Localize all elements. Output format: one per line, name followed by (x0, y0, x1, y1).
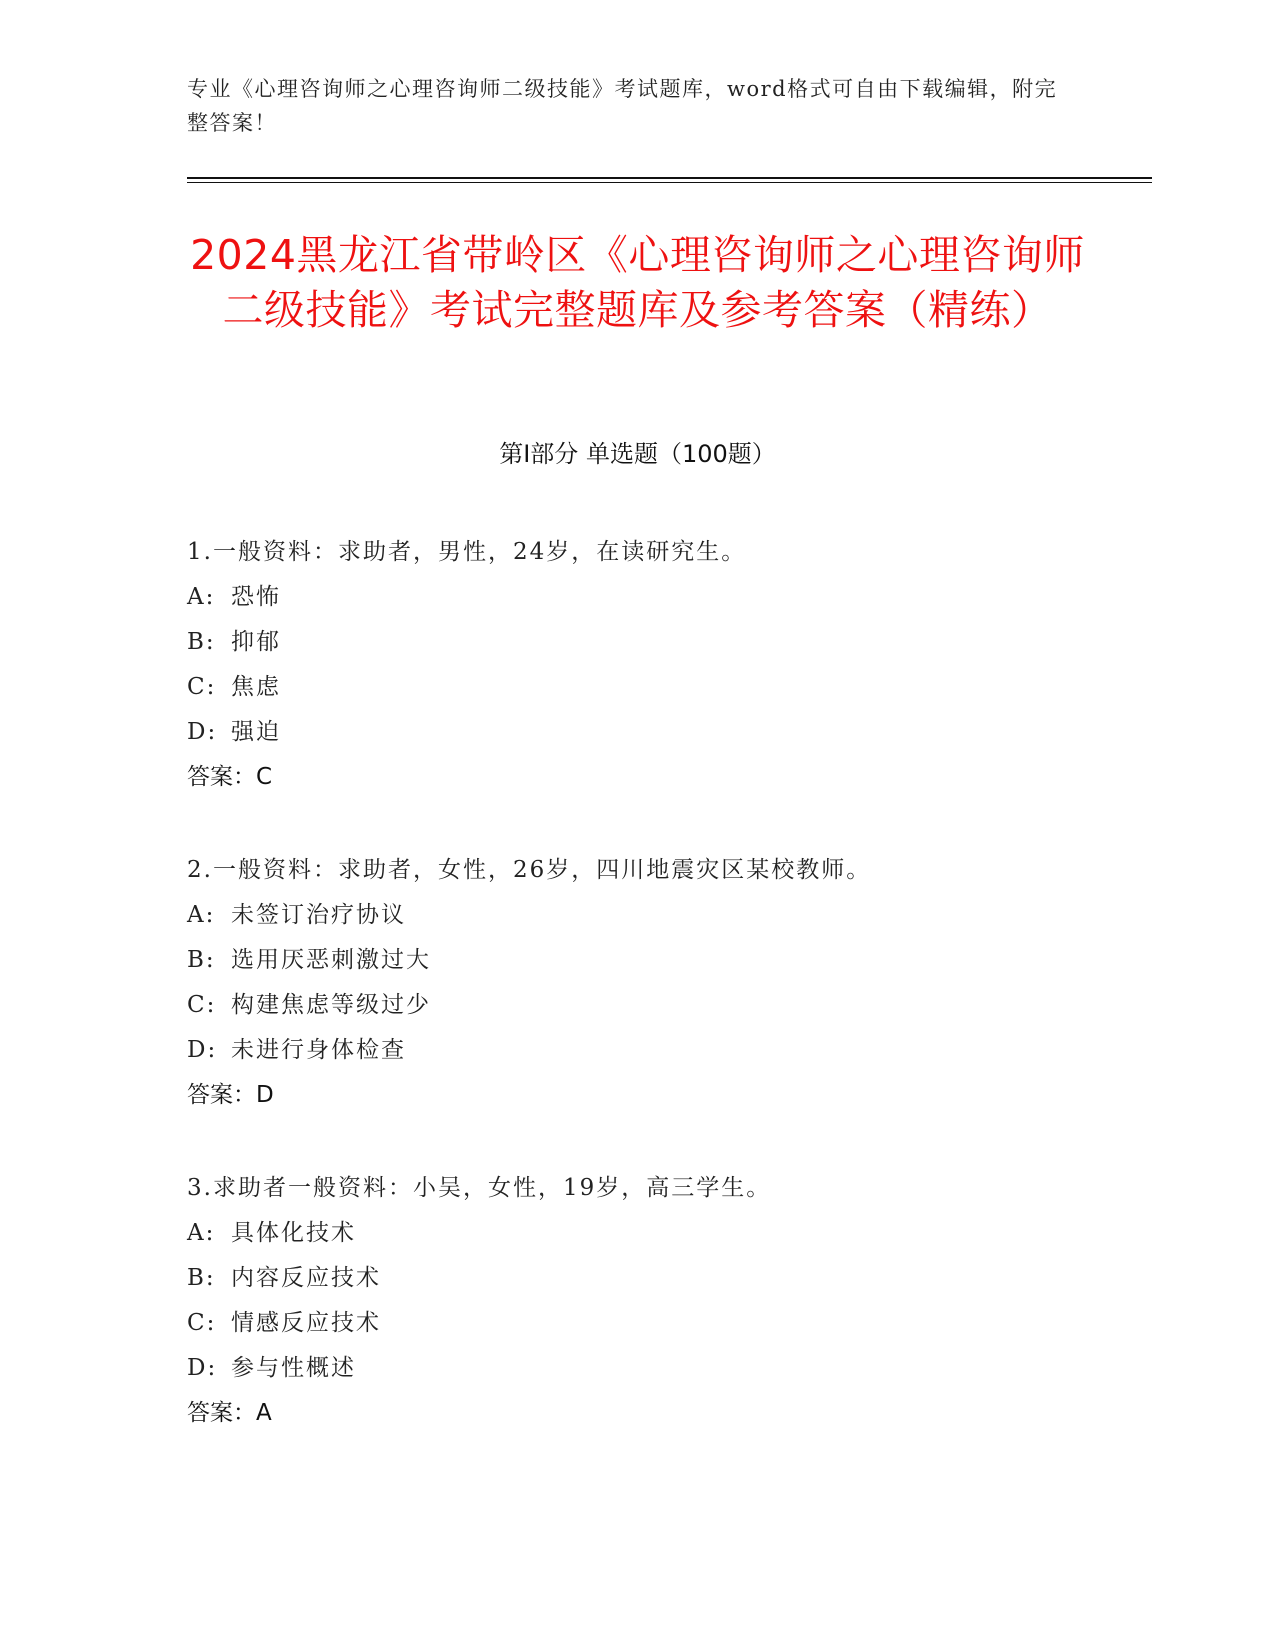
option-text: 未进行身体检查 (231, 1037, 406, 1063)
option-key: C: (187, 1310, 217, 1336)
option-key: B: (187, 629, 216, 655)
option-b (187, 620, 1147, 665)
option-c (187, 983, 1147, 1028)
option-d (187, 1028, 1147, 1073)
question-answer: 答案：C (187, 764, 273, 790)
option-key: D: (187, 1037, 218, 1063)
question-answer: 答案：D (187, 1082, 274, 1108)
question-stem: 2.一般资料：求助者，女性，26岁，四川地震灾区某校教师。 (187, 857, 872, 883)
option-a (187, 575, 1147, 620)
option-key: A: (187, 902, 216, 928)
header-divider-thick (187, 177, 1152, 179)
section-title: 第Ⅰ部分 单选题（100题） (499, 440, 776, 468)
option-a (187, 1211, 1147, 1256)
option-text: 构建焦虑等级过少 (231, 992, 431, 1018)
document-title: 2024黑龙江省带岭区《心理咨询师之心理咨询师二级技能》考试完整题库及参考答案（精练） (190, 231, 1085, 334)
header-note: 专业《心理咨询师之心理咨询师二级技能》考试题库，word格式可自由下载编辑，附完整答案！ (187, 77, 1058, 135)
option-text: 内容反应技术 (231, 1265, 381, 1291)
option-d (187, 710, 1147, 755)
question-2 (187, 848, 1147, 1118)
option-key: B: (187, 947, 216, 973)
option-d (187, 1346, 1147, 1391)
question-3 (187, 1166, 1147, 1436)
option-c (187, 1301, 1147, 1346)
option-text: 具体化技术 (231, 1220, 356, 1246)
question-stem: 1.一般资料：求助者，男性，24岁，在读研究生。 (187, 539, 747, 565)
option-key: A: (187, 584, 216, 610)
option-text: 未签订治疗协议 (231, 902, 406, 928)
option-key: D: (187, 719, 218, 745)
option-text: 恐怖 (231, 584, 281, 610)
option-text: 强迫 (231, 719, 281, 745)
option-text: 情感反应技术 (231, 1310, 381, 1336)
option-text: 参与性概述 (231, 1355, 356, 1381)
header-divider-thin (187, 182, 1152, 183)
option-b (187, 1256, 1147, 1301)
option-c (187, 665, 1147, 710)
option-text: 焦虑 (231, 674, 281, 700)
option-key: C: (187, 674, 217, 700)
question-1 (187, 530, 1147, 800)
option-text: 抑郁 (231, 629, 281, 655)
option-key: C: (187, 992, 217, 1018)
option-b (187, 938, 1147, 983)
question-list (187, 530, 1147, 1484)
option-key: D: (187, 1355, 218, 1381)
question-stem: 3.求助者一般资料：小吴，女性，19岁，高三学生。 (187, 1175, 772, 1201)
option-key: B: (187, 1265, 216, 1291)
option-text: 选用厌恶刺激过大 (231, 947, 431, 973)
question-answer: 答案：A (187, 1400, 272, 1426)
option-a (187, 893, 1147, 938)
option-key: A: (187, 1220, 216, 1246)
